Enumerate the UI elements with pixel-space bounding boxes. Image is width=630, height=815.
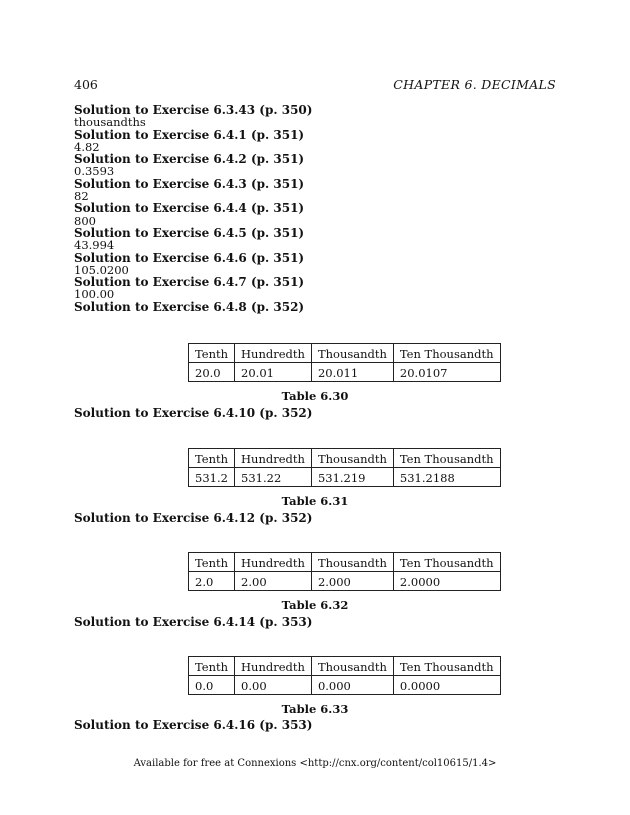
table-cell: 2.000 (311, 572, 393, 591)
table-header-row (189, 344, 501, 363)
table-header-cell: Hundredth (235, 344, 312, 363)
solution-answer: 800 (74, 213, 96, 228)
table-header-cell: Tenth (189, 553, 235, 572)
table-cell: 0.0 (189, 676, 235, 695)
table-caption: Table 6.30 (281, 389, 349, 403)
running-head: CHAPTER 6. DECIMALS (393, 77, 556, 92)
table-header-row (189, 657, 501, 676)
solution-answer: thousandths (74, 115, 146, 130)
decimal-table (188, 343, 501, 382)
solution-answer: 43.994 (74, 238, 115, 253)
table-cell: 0.000 (311, 676, 393, 695)
table-header-row (189, 553, 501, 572)
table-6-32-block (0, 552, 630, 612)
table-6-31-block (0, 448, 630, 508)
decimal-table (188, 552, 501, 591)
table-cell: 0.0000 (393, 676, 500, 695)
table-caption: Table 6.33 (281, 702, 349, 716)
table-cell: 2.0 (189, 572, 235, 591)
solution-heading: Solution to Exercise 6.4.12 (p. 352) (74, 511, 313, 525)
table-header-cell: Thousandth (311, 657, 393, 676)
table-cell: 20.0107 (393, 363, 500, 382)
table-caption: Table 6.32 (281, 598, 349, 612)
decimal-table (188, 448, 501, 487)
solution-answer: 100.00 (74, 287, 115, 302)
table-cell: 20.011 (311, 363, 393, 382)
table-header-cell: Ten Thousandth (393, 449, 500, 468)
table-cell: 531.2188 (393, 468, 500, 487)
table-header-cell: Ten Thousandth (393, 657, 500, 676)
table-header-cell: Thousandth (311, 344, 393, 363)
table-header-cell: Tenth (189, 657, 235, 676)
solution-heading: Solution to Exercise 6.4.4 (p. 351) (74, 201, 305, 216)
table-caption: Table 6.31 (281, 494, 349, 508)
table-header-cell: Thousandth (311, 449, 393, 468)
table-row (189, 363, 501, 382)
solution-heading: Solution to Exercise 6.4.5 (p. 351) (74, 225, 305, 240)
table-cell: 20.01 (235, 363, 312, 382)
table-cell: 531.219 (311, 468, 393, 487)
table-row (189, 468, 501, 487)
page-number: 406 (74, 77, 98, 92)
solution-heading: Solution to Exercise 6.4.2 (p. 351) (74, 152, 305, 167)
table-cell: 0.00 (235, 676, 312, 695)
table-row (189, 572, 501, 591)
decimal-table (188, 656, 501, 695)
table-header-cell: Thousandth (311, 553, 393, 572)
table-cell: 531.22 (235, 468, 312, 487)
solutions-list (74, 104, 554, 313)
solution-answer: 4.82 (74, 139, 100, 154)
solution-heading: Solution to Exercise 6.4.16 (p. 353) (74, 718, 313, 732)
table-row (189, 676, 501, 695)
solution-heading: Solution to Exercise 6.4.1 (p. 351) (74, 127, 305, 142)
table-header-row (189, 449, 501, 468)
solution-heading: Solution to Exercise 6.4.6 (p. 351) (74, 250, 305, 265)
table-cell: 531.2 (189, 468, 235, 487)
solution-heading: Solution to Exercise 6.3.43 (p. 350) (74, 103, 313, 117)
solution-heading: Solution to Exercise 6.4.7 (p. 351) (74, 275, 305, 290)
table-header-cell: Hundredth (235, 553, 312, 572)
solution-heading: Solution to Exercise 6.4.10 (p. 352) (74, 406, 313, 420)
solution-answer: 82 (74, 189, 89, 204)
table-cell: 2.00 (235, 572, 312, 591)
table-header-cell: Hundredth (235, 449, 312, 468)
solution-heading: Solution to Exercise 6.4.8 (p. 352) (74, 299, 305, 314)
solution-answer: 0.3593 (74, 164, 115, 179)
table-header-cell: Tenth (189, 344, 235, 363)
table-header-cell: Hundredth (235, 657, 312, 676)
solution-heading: Solution to Exercise 6.4.14 (p. 353) (74, 615, 313, 629)
table-cell: 2.0000 (393, 572, 500, 591)
table-cell: 20.0 (189, 363, 235, 382)
table-header-cell: Ten Thousandth (393, 553, 500, 572)
solution-answer: 105.0200 (74, 262, 129, 277)
table-header-cell: Tenth (189, 449, 235, 468)
table-6-30-block (0, 343, 630, 403)
table-6-33-block (0, 656, 630, 716)
footer-availability-note: Available for free at Connexions <http://cnx.org/content/col10615/1.4> (133, 758, 497, 769)
solution-heading: Solution to Exercise 6.4.3 (p. 351) (74, 176, 305, 191)
table-header-cell: Ten Thousandth (393, 344, 500, 363)
